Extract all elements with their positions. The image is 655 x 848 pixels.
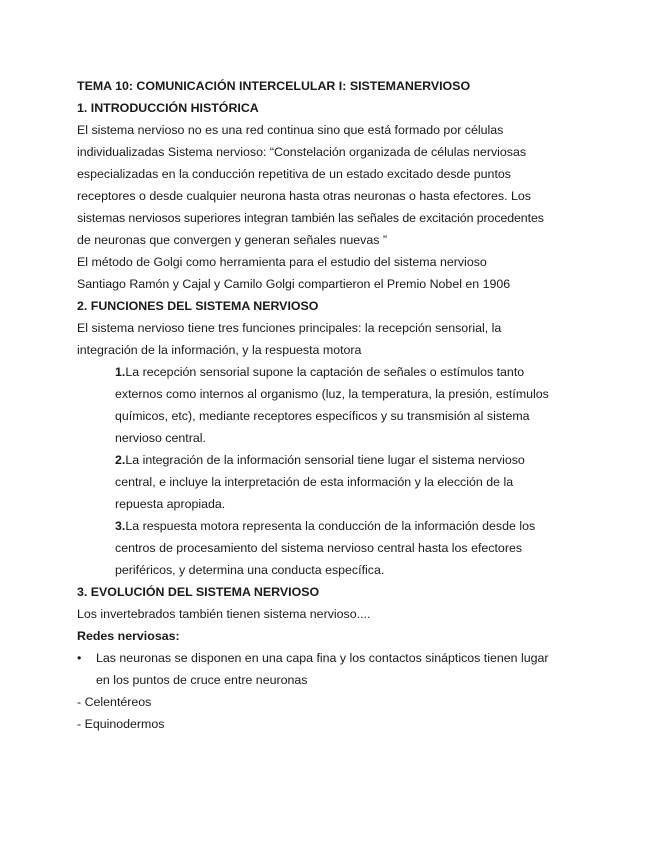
function-item-2 — [77, 449, 577, 471]
function-item-1-line: nervioso central. — [115, 431, 206, 445]
document-page — [77, 75, 577, 735]
function-item-1-line: externos como internos al organismo (luz, la temperatura, la presión, estímulos — [115, 387, 549, 401]
item-number: 3. — [115, 519, 126, 533]
item-text: La recepción sensorial supone la captación de señales o estímulos tanto — [125, 365, 525, 379]
section-1-line: especializadas en la conducción repetitiva de un estado excitado desde puntos — [77, 167, 511, 181]
bullet-icon: • — [77, 651, 82, 665]
function-item-3-line: periféricos, y determina una conducta específica. — [115, 563, 385, 577]
section-3-subheading: Redes nerviosas: — [77, 629, 180, 643]
bullet-line: en los puntos de cruce entre neuronas — [96, 673, 308, 687]
section-1-line: sistemas nerviosos superiores integran también las señales de excitación procedentes — [77, 211, 544, 225]
function-item-2-line: central, e incluye la interpretación de esta información y la elección de la — [115, 475, 514, 489]
bullet-line: Las neuronas se disponen en una capa fina y los contactos sinápticos tienen lugar — [96, 651, 549, 665]
bullet-item — [77, 647, 577, 691]
section-2-heading: 2. FUNCIONES DEL SISTEMA NERVIOSO — [77, 299, 319, 313]
item-number: 1. — [115, 365, 126, 379]
section-3-heading: 3. EVOLUCIÓN DEL SISTEMA NERVIOSO — [77, 585, 320, 599]
document-title: TEMA 10: COMUNICACIÓN INTERCELULAR I: SISTEMANERVIOSO — [77, 79, 471, 93]
function-item-1 — [77, 361, 577, 383]
function-item-3-line: centros de procesamiento del sistema nervioso central hasta los efectores — [115, 541, 523, 555]
item-number: 2. — [115, 453, 126, 467]
item-text: La respuesta motora representa la conducción de la información desde los — [125, 519, 536, 533]
section-2-intro-line: El sistema nervioso tiene tres funciones principales: la recepción sensorial, la — [77, 321, 502, 335]
function-item-2-line: repuesta apropiada. — [115, 497, 226, 511]
section-1-heading: 1. INTRODUCCIÓN HISTÓRICA — [77, 101, 259, 115]
function-item-3 — [77, 515, 577, 537]
section-1-line: individualizadas Sistema nervioso: “Constelación organizada de células nerviosas — [77, 145, 527, 159]
example-item: - Celentéreos — [77, 695, 152, 709]
section-1-line: receptores o desde cualquier neurona hasta otras neuronas o hasta efectores. Los — [77, 189, 531, 203]
section-2-intro-line: integración de la información, y la respuesta motora — [77, 343, 362, 357]
function-item-1-line: químicos, etc), mediante receptores específicos y su transmisión al sistema — [115, 409, 530, 423]
section-1-line: El método de Golgi como herramienta para el estudio del sistema nervioso — [77, 255, 487, 269]
example-item: - Equinodermos — [77, 717, 165, 731]
section-3-intro: Los invertebrados también tienen sistema nervioso.... — [77, 607, 371, 621]
section-1-line: Santiago Ramón y Cajal y Camilo Golgi compartieron el Premio Nobel en 1906 — [77, 277, 511, 291]
section-1-line: de neuronas que convergen y generan señales nuevas ” — [77, 233, 387, 247]
section-1-line: El sistema nervioso no es una red continua sino que está formado por células — [77, 123, 504, 137]
item-text: La integración de la información sensorial tiene lugar el sistema nervioso — [125, 453, 525, 467]
